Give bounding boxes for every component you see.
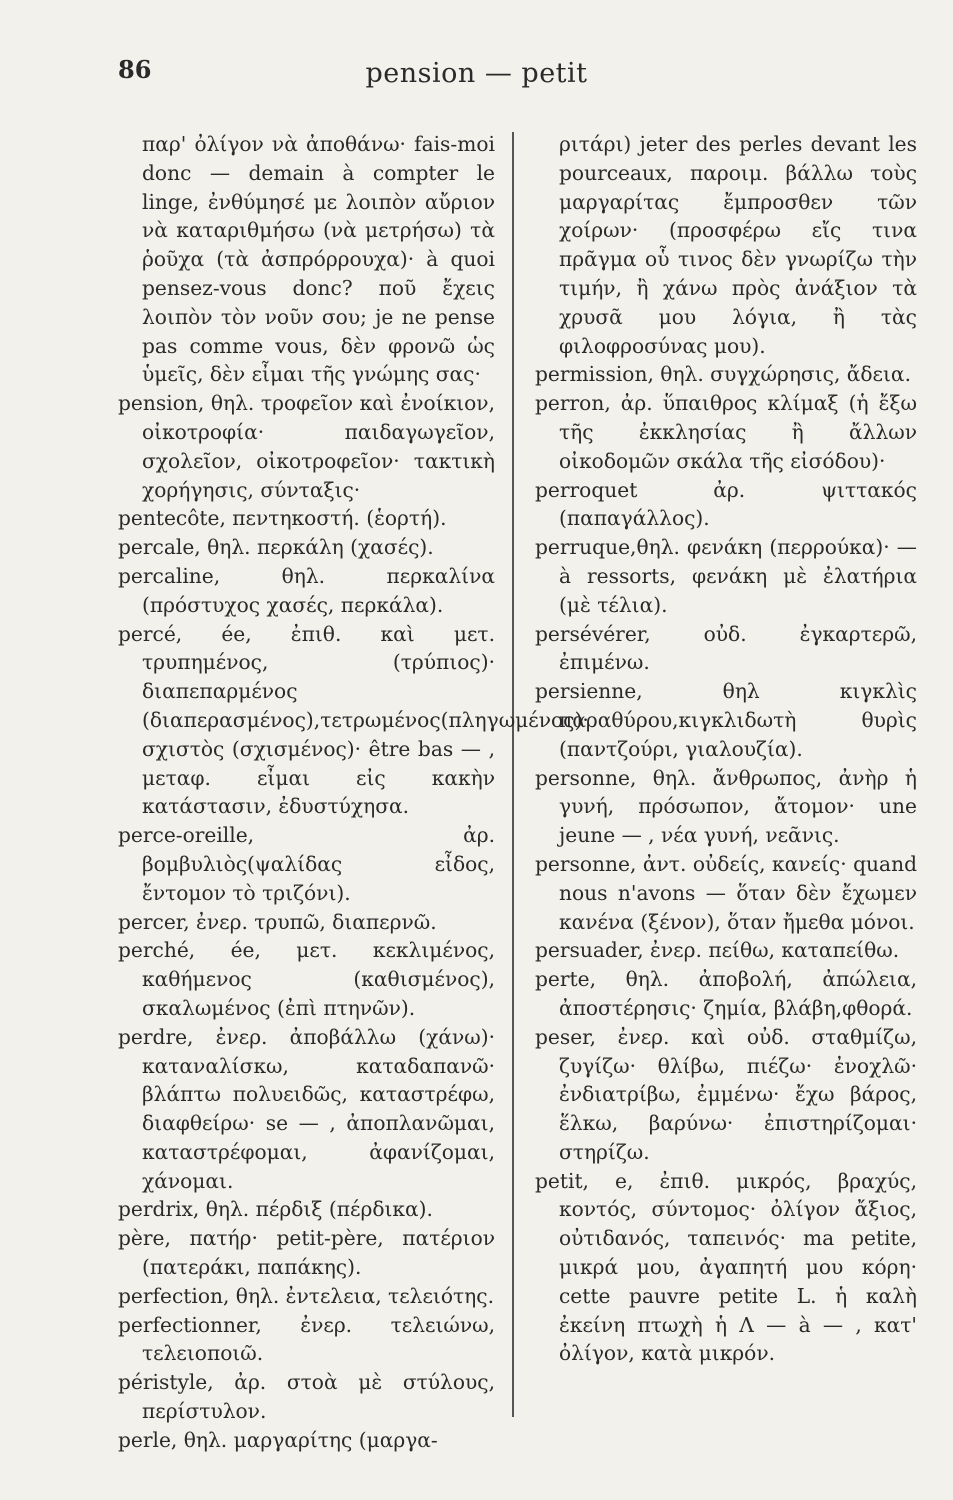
- dictionary-entry: perte, θηλ. ἀποβολή, ἀπώλεια, ἀποστέρησις· ζημία, βλάβη,φθορά.: [535, 967, 917, 1020]
- dictionary-entry: παρ' ὀλίγον νὰ ἀποθάνω· fais-moi donc — demain à compter le linge, ἐνθύμησέ με λοιπὸν αὔριον νὰ καταριθμήσω (νὰ μετρήσω) τὰ ῥοῦχα (τὰ ἀσπρόρρουχα)· à quoi pensez-vous donc? ποῦ ἔχεις λοιπὸν τὸν νοῦν σου; je ne pense pas comme vous, δὲν φρονῶ ὡς ὑμεῖς, δὲν εἶμαι τῆς γνώμης σας·: [142, 132, 495, 387]
- dictionary-entry: pension, θηλ. τροφεῖον καὶ ἐνοίκιον, οἰκοτροφία· παιδαγωγεῖον, σχολεῖον, οἰκοτροφεῖον· τακτικὴ χορήγησις, σύνταξις·: [118, 391, 495, 502]
- dictionary-entry: péristyle, ἀρ. στοὰ μὲ στύλους, περίστυλον.: [118, 1370, 495, 1424]
- page-number: 86: [118, 55, 152, 84]
- running-head: pension — petit: [365, 58, 588, 89]
- dictionary-entry: perle, θηλ. μαργαρίτης (μαργα-: [118, 1427, 438, 1452]
- dictionary-entry: persévérer, οὐδ. ἐγκαρτερῶ, ἐπιμένω.: [535, 621, 917, 675]
- dictionary-entry: persienne, θηλ κιγκλὶς παραθύρου,κιγκλιδωτὴ θυρὶς (παντζούρι, γιαλουζία).: [535, 679, 917, 761]
- dictionary-entry: perron, ἀρ. ὕπαιθρος κλίμαξ (ἡ ἔξω τῆς ἐκκλησίας ἢ ἄλλων οἰκοδομῶν σκάλα τῆς εἰσόδου)·: [535, 391, 917, 473]
- column-divider: [512, 132, 514, 1417]
- dictionary-entry: perdre, ἐνερ. ἀποβάλλω (χάνω)· καταναλίσκω, καταδαπανῶ· βλάπτω πολυειδῶς, καταστρέφω, διαφθείρω· se — , ἀποπλανῶμαι, καταστρέφομαι, ἀφανίζομαι, χάνομαι.: [118, 1024, 495, 1193]
- dictionary-entry: personne, ἀντ. οὐδείς, κανείς· quand nous n'avons — ὅταν δὲν ἔχωμεν κανένα (ξένον), ὅταν ἤμεθα μόνοι.: [535, 851, 917, 934]
- dictionary-entry: petit, e, ἐπιθ. μικρός, βραχύς, κοντός, σύντομος· ὀλίγον ἄξιος, οὐτιδανός, ταπεινός· ma petite, μικρά μου, ἀγαπητή μου κόρη· cette pauvre petite L. ἡ καλὴ ἐκείνη πτωχὴ ἡ Λ — à — , κατ' ὀλίγον, κατὰ μικρόν.: [535, 1168, 917, 1366]
- dictionary-entry: perruque,θηλ. φενάκη (περρούκα)· — à ressorts, φενάκη μὲ ἐλατήρια (μὲ τέλια).: [535, 535, 917, 617]
- dictionary-entry: ριτάρι) jeter des perles devant les pourceaux, παροιμ. βάλλω τοὺς μαργαρίτας ἔμπροσθεν τῶν χοίρων· (προσφέρω εἴς τινα πρᾶγμα οὗ τινος δὲν γνωρίζω τὴν τιμήν, ἢ χάνω πρὸς ἀνάξιον τὰ χρυσᾶ μου λόγια, ἢ τὰς φιλοφροσύνας μου).: [559, 132, 917, 358]
- dictionary-entry: perfectionner, ἐνερ. τελειώνω, τελειοποιῶ.: [118, 1312, 495, 1366]
- right-column: [535, 130, 917, 1368]
- dictionary-entry: percale, θηλ. περκάλη (χασές).: [118, 535, 434, 560]
- dictionary-entry: permission, θηλ. συγχώρησις, ἄδεια.: [535, 362, 911, 387]
- dictionary-entry: percé, ée, ἐπιθ. καὶ μετ. τρυπημένος, (τρύπιος)· διαπεπαρμένος (διαπερασμένος),τετρωμένος(πληγωμένος)· σχιστὸς (σχισμένος)· être bas — , μεταφ. εἶμαι εἰς κακὴν κατάστασιν, ἐδυστύχησα.: [118, 621, 589, 819]
- dictionary-entry: persuader, ἐνερ. πείθω, καταπείθω.: [535, 938, 900, 963]
- dictionary-entry: pentecôte, πεντηκοστή. (ἑορτή).: [118, 506, 447, 531]
- left-column: [118, 130, 589, 1455]
- dictionary-entry: perroquet ἀρ. ψιττακός (παπαγάλλος).: [535, 477, 917, 531]
- dictionary-entry: perfection, θηλ. ἐντελεια, τελειότης.: [118, 1283, 494, 1308]
- dictionary-entry: percer, ἐνερ. τρυπῶ, διαπερνῶ.: [118, 909, 437, 934]
- dictionary-entry: perce-oreille, ἀρ. βομβυλιὸς(ψαλίδας εἶδος, ἔντομον τὸ τριζόνι).: [118, 823, 495, 905]
- dictionary-entry: percaline, θηλ. περκαλίνα (πρόστυχος χασές, περκάλα).: [118, 563, 495, 617]
- dictionary-entry: père, πατήρ· petit-père, πατέριον (πατεράκι, παπάκης).: [118, 1226, 495, 1280]
- dictionary-entry: peser, ἐνερ. καὶ οὐδ. σταθμίζω, ζυγίζω· θλίβω, πιέζω· ἐνοχλῶ· ἐνδιατρίβω, ἐμμένω· ἔχω βάρος, ἕλκω, βαρύνω· ἐπιστηρίζομαι· στηρίζω.: [535, 1024, 917, 1164]
- dictionary-entry: perché, ée, μετ. κεκλιμένος, καθήμενος (καθισμένος), σκαλωμένος (ἐπὶ πτηνῶν).: [118, 938, 495, 1020]
- dictionary-entry: personne, θηλ. ἄνθρωπος, ἀνὴρ ἡ γυνή, πρόσωπον, ἄτομον· une jeune — , νέα γυνή, νεᾶνις.: [535, 765, 917, 848]
- dictionary-entry: perdrix, θηλ. πέρδιξ (πέρδικα).: [118, 1197, 433, 1222]
